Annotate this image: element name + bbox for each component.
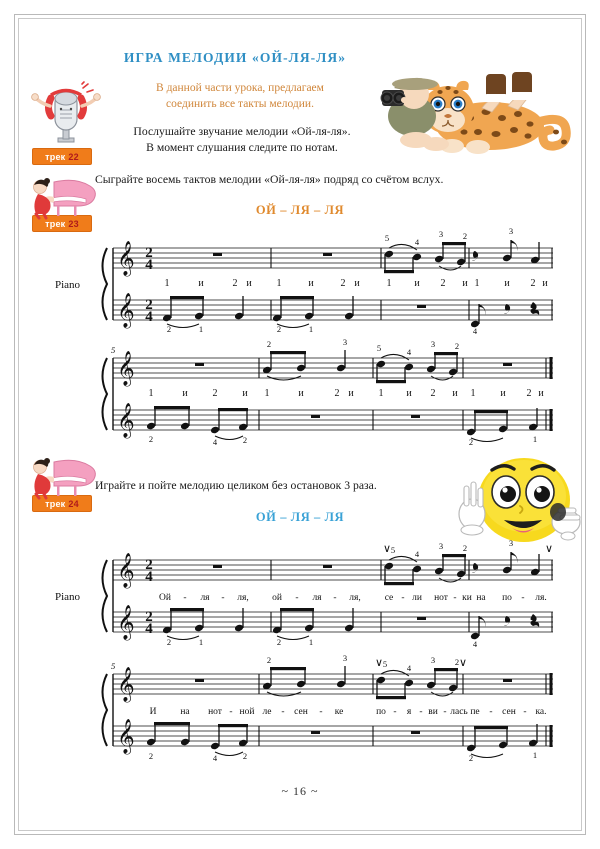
fingering: 2 — [242, 435, 248, 445]
svg-text:4: 4 — [145, 569, 153, 585]
fingering: 3 — [430, 339, 436, 349]
fingering: 5 — [390, 545, 396, 555]
fingering: 4 — [414, 237, 420, 247]
listen-line-1: Послушайте звучание мелодии «Ой-ля-ля». — [133, 125, 351, 138]
track-badge-label: трек — [45, 218, 66, 229]
fingering: 1 — [308, 637, 314, 647]
lyric-syllable: нот — [434, 593, 448, 603]
lyric-syllable: нот — [208, 707, 222, 717]
fingering: 4 — [472, 326, 478, 336]
fingering: 2 — [276, 324, 282, 334]
lyric-hyphen: - — [229, 707, 233, 717]
instrument-label-1: Piano — [55, 279, 81, 291]
page-title: ИГРА МЕЛОДИИ «ОЙ-ЛЯ-ЛЯ» — [123, 50, 347, 65]
measure-number: 5 — [111, 661, 116, 671]
svg-text:𝄞: 𝄞 — [117, 403, 135, 438]
count-syllable: 1 — [378, 388, 384, 399]
page-number: ~ 16 ~ — [281, 784, 319, 798]
explorer-with-leopard — [378, 48, 574, 160]
instrument-label-2: Piano — [55, 591, 81, 603]
track-badge-label: трек — [45, 151, 66, 162]
svg-text:4: 4 — [145, 309, 153, 325]
lyric-hyphen: - — [295, 593, 299, 603]
lyric-syllable: ли — [412, 593, 422, 603]
svg-text:𝄞: 𝄞 — [117, 241, 135, 276]
count-syllable: 1 — [386, 278, 392, 289]
fingering: 3 — [342, 337, 348, 347]
lyric-syllable: сен — [502, 707, 516, 717]
fingering: 3 — [438, 541, 444, 551]
lyric-syllable: на — [180, 707, 190, 717]
count-syllable: 2 — [340, 278, 346, 289]
count-syllable: 2 — [334, 388, 340, 399]
lyric-hyphen: - — [521, 593, 525, 603]
count-syllable: 1 — [276, 278, 282, 289]
fingering: 3 — [430, 655, 436, 665]
count-syllable: 1 — [148, 388, 154, 399]
fingering: 2 — [148, 751, 154, 761]
fingering: 1 — [198, 637, 204, 647]
staff-system-1 — [55, 226, 555, 338]
fingering: 1 — [308, 324, 314, 334]
lyric-syllable: ля, — [349, 593, 361, 603]
lyric-syllable: ля. — [535, 593, 547, 603]
fingering: 2 — [462, 543, 468, 553]
track-badge-number: 24 — [68, 498, 79, 509]
intro-line-2: соединить все такты мелодии. — [166, 98, 314, 110]
singing-microphone-character — [30, 82, 102, 146]
lyric-syllable: ля, — [237, 593, 249, 603]
count-syllable: и — [246, 278, 252, 289]
fingering: 1 — [532, 434, 538, 444]
listen-line-2: В момент слушания следите по нотам. — [146, 141, 338, 154]
count-syllable: и — [354, 278, 360, 289]
play-three-instruction: Играйте и пойте мелодию целиком без остановок 3 раза. — [95, 479, 377, 492]
count-syllable: 2 — [430, 388, 436, 399]
lyric-syllable: ке — [334, 707, 344, 717]
measure-number: 5 — [111, 345, 116, 355]
track-badge-label: трек — [45, 498, 66, 509]
count-syllable: 2 — [440, 278, 446, 289]
svg-text:2: 2 — [145, 609, 153, 625]
count-syllable: 2 — [212, 388, 218, 399]
girl-at-pink-piano — [30, 176, 96, 218]
lyric-hyphen: - — [453, 593, 457, 603]
count-syllable: и — [452, 388, 458, 399]
count-syllable: и — [462, 278, 468, 289]
svg-text:𝄞: 𝄞 — [117, 719, 135, 754]
staff-system-2 — [55, 337, 555, 448]
play-eight-instruction: Сыграйте восемь тактов мелодии «Ой-ля-ля» подряд со счётом вслух. — [95, 173, 444, 186]
fingering: 5 — [382, 659, 388, 669]
count-syllable: и — [308, 278, 314, 289]
lyric-hyphen: - — [221, 593, 225, 603]
count-syllable: и — [298, 388, 304, 399]
intro-line-1: В данной части урока, предлагаем — [156, 82, 324, 94]
lyric-syllable: ой — [272, 593, 282, 603]
track-badge-number: 23 — [68, 218, 79, 229]
lyric-syllable: лась — [450, 707, 468, 717]
svg-text:𝄞: 𝄞 — [117, 605, 135, 640]
count-syllable: и — [542, 278, 548, 289]
fingering: 5 — [384, 233, 390, 243]
fingering: 2 — [468, 753, 474, 763]
count-syllable: и — [406, 388, 412, 399]
lyric-syllable: ви — [428, 707, 438, 717]
fingering: 2 — [148, 434, 154, 444]
svg-text:4: 4 — [145, 621, 153, 637]
svg-text:𝄞: 𝄞 — [117, 667, 135, 702]
fingering: 4 — [406, 347, 412, 357]
lyric-syllable: по — [376, 707, 386, 717]
lyric-syllable: ной — [239, 707, 255, 717]
fingering: 3 — [438, 229, 444, 239]
smiley-face-hands — [458, 448, 584, 556]
lyric-syllable: ле — [262, 707, 272, 717]
fingering: 2 — [166, 324, 172, 334]
fingering: 2 — [266, 655, 272, 665]
fingering: 4 — [406, 663, 412, 673]
fingering: 2 — [276, 637, 282, 647]
svg-text:2: 2 — [145, 297, 153, 313]
svg-text:∨: ∨ — [383, 543, 392, 555]
svg-text:∨: ∨ — [545, 543, 554, 555]
count-syllable: и — [504, 278, 510, 289]
lyric-hyphen: - — [523, 707, 527, 717]
fingering: 2 — [242, 751, 248, 761]
fingering: 1 — [532, 750, 538, 760]
fingering: 5 — [376, 343, 382, 353]
svg-text:∨: ∨ — [375, 657, 384, 669]
lyric-syllable: сен — [294, 707, 308, 717]
count-syllable: и — [348, 388, 354, 399]
count-syllable: и — [242, 388, 248, 399]
lyric-hyphen: - — [419, 707, 423, 717]
fingering: 2 — [266, 339, 272, 349]
track-badge-number: 22 — [68, 151, 79, 162]
fingering: 2 — [454, 341, 460, 351]
lyric-syllable: ки — [462, 593, 472, 603]
fingering: 2 — [166, 637, 172, 647]
lyric-hyphen: - — [443, 707, 447, 717]
lyric-hyphen: - — [183, 593, 187, 603]
listen-instruction — [92, 124, 392, 156]
count-syllable: 1 — [264, 388, 270, 399]
breath-mark — [375, 657, 467, 669]
fingering: 3 — [508, 538, 514, 548]
count-syllable: 2 — [526, 388, 532, 399]
lyric-hyphen: - — [489, 707, 493, 717]
svg-text:2: 2 — [145, 557, 153, 573]
lyric-syllable: ля — [312, 593, 322, 603]
fingering: 4 — [414, 549, 420, 559]
fingering: 3 — [342, 653, 348, 663]
count-syllable: и — [182, 388, 188, 399]
count-syllable: и — [198, 278, 204, 289]
lyric-syllable: на — [476, 593, 486, 603]
staff-system-3 — [55, 538, 555, 653]
fingering: 4 — [472, 639, 478, 649]
lyric-hyphen: - — [393, 707, 397, 717]
song-title-2: ОЙ – ЛЯ – ЛЯ — [255, 510, 345, 524]
lyric-syllable: я — [406, 707, 412, 717]
lyric-hyphen: - — [319, 707, 323, 717]
count-syllable: 2 — [530, 278, 536, 289]
count-syllable: и — [414, 278, 420, 289]
svg-text:4: 4 — [145, 257, 153, 273]
fingering: 4 — [212, 753, 218, 763]
lyric-syllable: ля — [200, 593, 210, 603]
girl-at-pink-piano — [30, 456, 96, 498]
count-syllable: 2 — [232, 278, 238, 289]
lyric-hyphen: - — [401, 593, 405, 603]
track-badge-22[interactable] — [32, 148, 92, 165]
fingering: 3 — [508, 226, 514, 236]
svg-text:∨: ∨ — [459, 657, 468, 669]
count-syllable: и — [500, 388, 506, 399]
fingering: 2 — [454, 657, 460, 667]
intro-paragraph — [110, 80, 370, 112]
svg-text:𝄞: 𝄞 — [117, 351, 135, 386]
fingering: 2 — [468, 437, 474, 447]
svg-text:𝄞: 𝄞 — [117, 293, 135, 328]
svg-text:2: 2 — [145, 245, 153, 261]
count-syllable: 1 — [474, 278, 480, 289]
count-syllable: и — [538, 388, 544, 399]
fingering: 1 — [198, 324, 204, 334]
count-syllable: 1 — [470, 388, 476, 399]
svg-text:𝄞: 𝄞 — [117, 553, 135, 588]
lyric-syllable: ка. — [535, 707, 547, 717]
lyric-hyphen: - — [333, 593, 337, 603]
song-title-1: ОЙ – ЛЯ – ЛЯ — [255, 203, 345, 217]
count-syllable: 1 — [164, 278, 170, 289]
lyric-hyphen: - — [281, 707, 285, 717]
lyric-syllable: пе — [470, 707, 480, 717]
fingering: 2 — [462, 231, 468, 241]
lyric-syllable: Ой — [159, 593, 171, 603]
fingering: 4 — [212, 437, 218, 447]
lyric-syllable: по — [502, 593, 512, 603]
staff-system-4 — [55, 653, 555, 767]
lyric-syllable: се — [384, 593, 394, 603]
lyric-syllable: И — [149, 707, 157, 717]
